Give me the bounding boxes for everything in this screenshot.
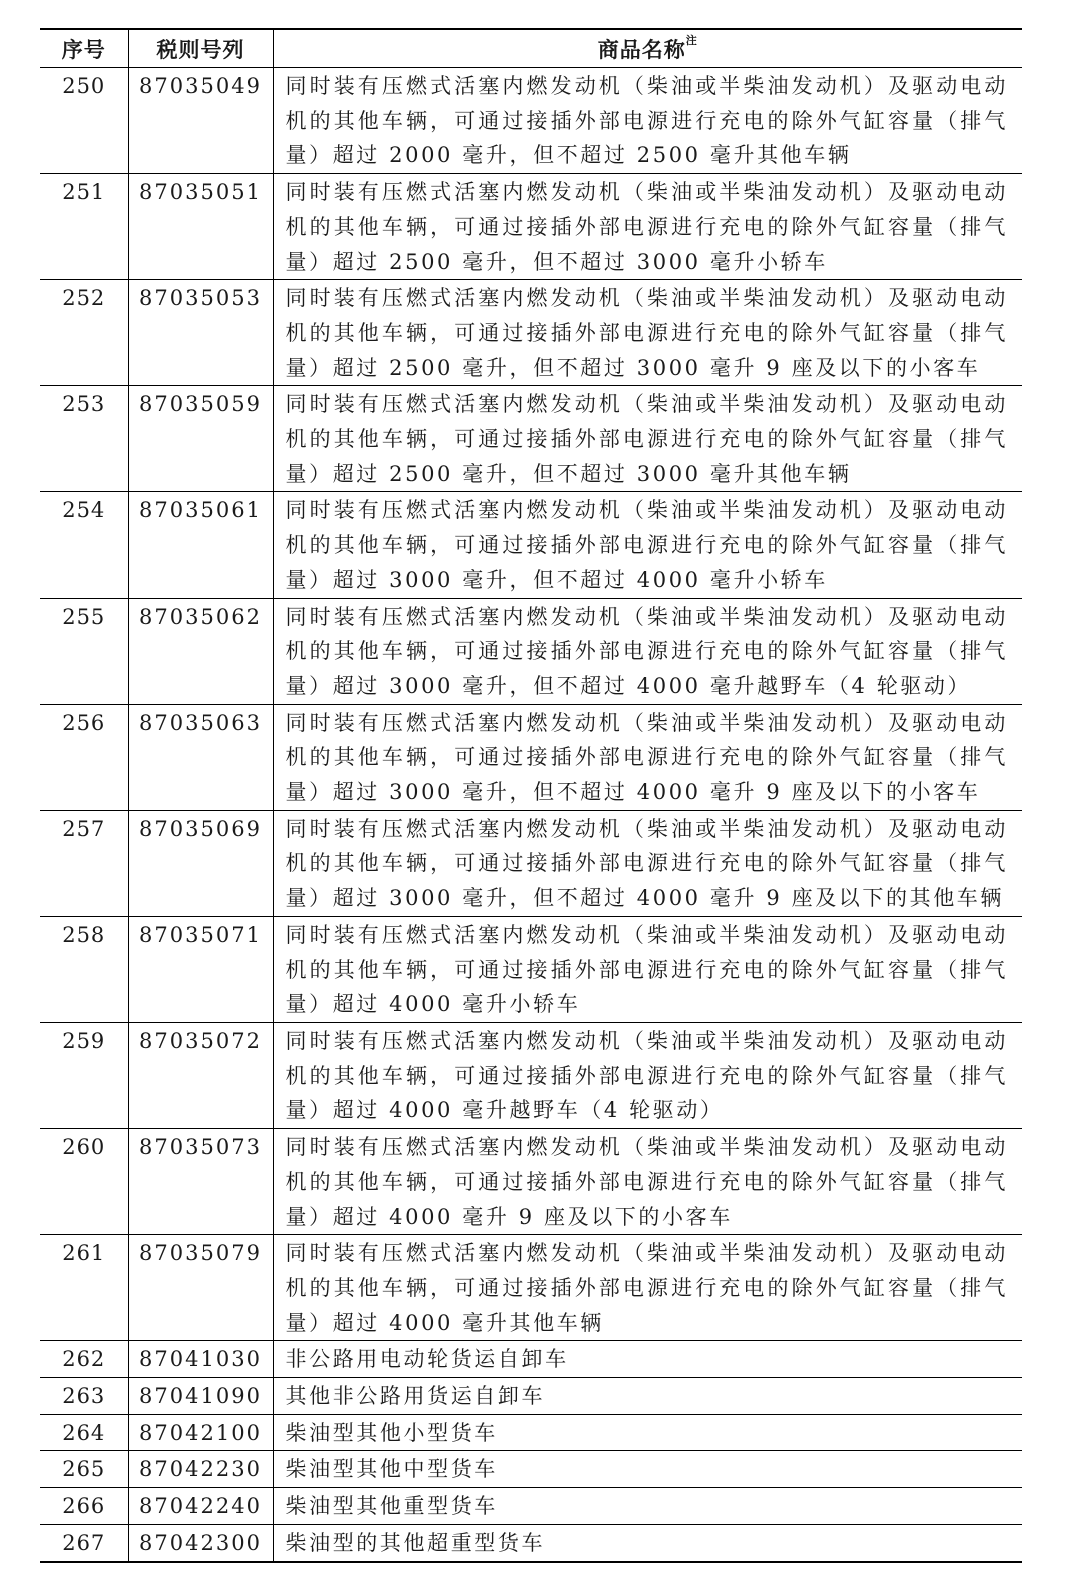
row-code: 87041030 (128, 1341, 273, 1378)
row-name: 柴油型其他中型货车 (273, 1451, 1022, 1488)
row-code: 87035079 (128, 1235, 273, 1341)
row-name: 同时装有压燃式活塞内燃发动机（柴油或半柴油发动机）及驱动电动机的其他车辆，可通过接插外部电源进行充电的除外气缸容量（排气量）超过 3000 毫升，但不超过 4000 毫升小轿车 (273, 492, 1022, 598)
row-code: 87035049 (128, 68, 273, 174)
table-row (40, 1451, 1022, 1488)
table-row (40, 916, 1022, 1022)
row-name: 同时装有压燃式活塞内燃发动机（柴油或半柴油发动机）及驱动电动机的其他车辆，可通过接插外部电源进行充电的除外气缸容量（排气量）超过 4000 毫升小轿车 (273, 916, 1022, 1022)
row-code: 87035051 (128, 174, 273, 280)
row-code: 87035072 (128, 1022, 273, 1128)
row-code: 87035063 (128, 704, 273, 810)
row-seq: 251 (62, 180, 106, 205)
table-row (40, 810, 1022, 916)
row-code: 87042100 (128, 1414, 273, 1451)
row-code: 87042240 (128, 1488, 273, 1525)
row-name: 同时装有压燃式活塞内燃发动机（柴油或半柴油发动机）及驱动电动机的其他车辆，可通过接插外部电源进行充电的除外气缸容量（排气量）超过 2000 毫升，但不超过 2500 毫升其他车辆 (273, 68, 1022, 174)
table-row (40, 1414, 1022, 1451)
row-seq: 257 (62, 816, 106, 841)
row-seq: 250 (62, 74, 106, 98)
row-code: 87035071 (128, 916, 273, 1022)
row-seq: 260 (62, 1135, 106, 1160)
header-name-label: 商品名称 (597, 36, 686, 62)
table-row (40, 1524, 1022, 1561)
table-row (40, 598, 1022, 704)
table-header (40, 29, 1022, 68)
row-name: 同时装有压燃式活塞内燃发动机（柴油或半柴油发动机）及驱动电动机的其他车辆，可通过接插外部电源进行充电的除外气缸容量（排气量）超过 3000 毫升，但不超过 4000 毫升 9 座及以下的其他车辆 (273, 810, 1022, 916)
row-code: 87041090 (128, 1378, 273, 1415)
row-seq: 254 (62, 498, 106, 523)
row-name: 非公路用电动轮货运自卸车 (273, 1341, 1022, 1378)
row-name: 柴油型其他小型货车 (273, 1414, 1022, 1451)
row-name: 同时装有压燃式活塞内燃发动机（柴油或半柴油发动机）及驱动电动机的其他车辆，可通过接插外部电源进行充电的除外气缸容量（排气量）超过 2500 毫升，但不超过 3000 毫升 9 座及以下的小客车 (273, 280, 1022, 386)
header-seq: 序号 (61, 36, 106, 62)
row-name: 柴油型的其他超重型货车 (273, 1524, 1022, 1561)
row-code: 87035069 (128, 810, 273, 916)
tariff-table (40, 28, 1022, 1563)
row-seq: 263 (62, 1384, 106, 1409)
header-note-mark: 注 (685, 33, 698, 47)
tariff-table-page (40, 28, 1022, 1563)
table-body (40, 68, 1022, 1562)
row-seq: 258 (62, 922, 106, 947)
row-name: 同时装有压燃式活塞内燃发动机（柴油或半柴油发动机）及驱动电动机的其他车辆，可通过接插外部电源进行充电的除外气缸容量（排气量）超过 2500 毫升，但不超过 3000 毫升小轿车 (273, 174, 1022, 280)
row-seq: 264 (62, 1420, 106, 1445)
row-seq: 255 (62, 604, 106, 629)
row-seq: 256 (62, 710, 106, 735)
table-row (40, 1488, 1022, 1525)
row-code: 87035053 (128, 280, 273, 386)
table-row (40, 1022, 1022, 1128)
table-row (40, 1235, 1022, 1341)
row-code: 87035059 (128, 386, 273, 492)
row-seq: 267 (62, 1530, 106, 1555)
table-row (40, 68, 1022, 174)
row-seq: 252 (62, 286, 106, 311)
row-code: 87035062 (128, 598, 273, 704)
row-seq: 261 (62, 1241, 106, 1266)
row-name: 同时装有压燃式活塞内燃发动机（柴油或半柴油发动机）及驱动电动机的其他车辆，可通过接插外部电源进行充电的除外气缸容量（排气量）超过 3000 毫升，但不超过 4000 毫升 9 座及以下的小客车 (273, 704, 1022, 810)
table-row (40, 1378, 1022, 1415)
row-name: 同时装有压燃式活塞内燃发动机（柴油或半柴油发动机）及驱动电动机的其他车辆，可通过接插外部电源进行充电的除外气缸容量（排气量）超过 3000 毫升，但不超过 4000 毫升越野车（4 轮驱动） (273, 598, 1022, 704)
row-name: 同时装有压燃式活塞内燃发动机（柴油或半柴油发动机）及驱动电动机的其他车辆，可通过接插外部电源进行充电的除外气缸容量（排气量）超过 2500 毫升，但不超过 3000 毫升其他车辆 (273, 386, 1022, 492)
table-row (40, 704, 1022, 810)
table-row (40, 492, 1022, 598)
header-code: 税则号列 (128, 29, 273, 68)
row-seq: 253 (62, 392, 106, 417)
header-row (40, 29, 1022, 68)
header-name (273, 29, 1022, 68)
row-seq: 262 (62, 1347, 106, 1372)
table-row (40, 280, 1022, 386)
row-seq: 265 (62, 1457, 106, 1482)
row-code: 87035061 (128, 492, 273, 598)
row-code: 87042230 (128, 1451, 273, 1488)
row-name: 其他非公路用货运自卸车 (273, 1378, 1022, 1415)
row-code: 87035073 (128, 1129, 273, 1235)
table-row (40, 386, 1022, 492)
row-seq: 259 (62, 1028, 106, 1053)
table-row (40, 1341, 1022, 1378)
table-row (40, 174, 1022, 280)
row-seq: 266 (62, 1494, 106, 1519)
row-name: 同时装有压燃式活塞内燃发动机（柴油或半柴油发动机）及驱动电动机的其他车辆，可通过接插外部电源进行充电的除外气缸容量（排气量）超过 4000 毫升其他车辆 (273, 1235, 1022, 1341)
row-code: 87042300 (128, 1524, 273, 1561)
row-name: 同时装有压燃式活塞内燃发动机（柴油或半柴油发动机）及驱动电动机的其他车辆，可通过接插外部电源进行充电的除外气缸容量（排气量）超过 4000 毫升越野车（4 轮驱动） (273, 1022, 1022, 1128)
table-row (40, 1129, 1022, 1235)
row-name: 同时装有压燃式活塞内燃发动机（柴油或半柴油发动机）及驱动电动机的其他车辆，可通过接插外部电源进行充电的除外气缸容量（排气量）超过 4000 毫升 9 座及以下的小客车 (273, 1129, 1022, 1235)
row-name: 柴油型其他重型货车 (273, 1488, 1022, 1525)
